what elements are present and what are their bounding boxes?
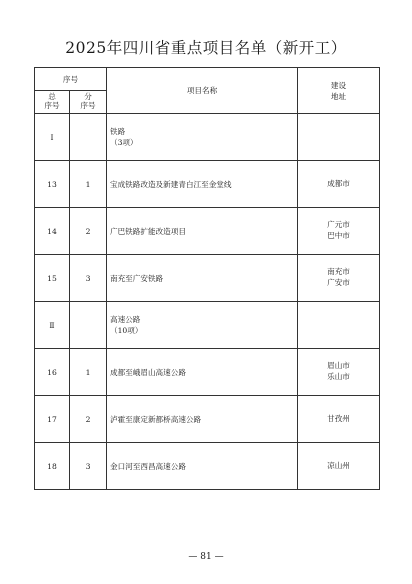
project-name-cell bbox=[107, 302, 298, 349]
header-address-line1: 建设 bbox=[330, 80, 347, 90]
address-line: 南充市 bbox=[327, 267, 350, 277]
project-name-cell: 金口河至西昌高速公路 bbox=[107, 443, 298, 490]
sub-seq-cell bbox=[70, 302, 107, 349]
header-address-line2: 地址 bbox=[330, 91, 347, 101]
header-sub-seq bbox=[70, 91, 107, 114]
table-row bbox=[35, 443, 380, 490]
address-cell bbox=[298, 302, 380, 349]
total-seq-cell: Ⅱ bbox=[35, 302, 70, 349]
total-seq-cell: 15 bbox=[35, 255, 70, 302]
table-row bbox=[35, 349, 380, 396]
address-cell bbox=[298, 443, 380, 490]
table-row bbox=[35, 302, 380, 349]
sub-seq-cell: 3 bbox=[70, 443, 107, 490]
header-total-seq bbox=[35, 91, 70, 114]
total-seq-cell: 17 bbox=[35, 396, 70, 443]
address-cell bbox=[298, 396, 380, 443]
address-line: 广元市 bbox=[327, 220, 350, 230]
sub-seq-cell: 1 bbox=[70, 349, 107, 396]
header-total-line2: 序号 bbox=[44, 101, 60, 110]
project-name-cell: 南充至广安铁路 bbox=[107, 255, 298, 302]
total-seq-cell: 13 bbox=[35, 161, 70, 208]
header-seq: 序号 bbox=[35, 68, 107, 91]
table-row bbox=[35, 161, 380, 208]
sub-seq-cell: 2 bbox=[70, 396, 107, 443]
address-line: 凉山州 bbox=[327, 460, 350, 470]
address-cell bbox=[298, 208, 380, 255]
total-seq-cell: 16 bbox=[35, 349, 70, 396]
sub-seq-cell: 2 bbox=[70, 208, 107, 255]
address-line: 乐山市 bbox=[327, 372, 350, 381]
address-cell bbox=[298, 255, 380, 302]
total-seq-cell: 18 bbox=[35, 443, 70, 490]
project-name-cell: 成都至峨眉山高速公路 bbox=[107, 349, 298, 396]
page-number: — 81 — bbox=[188, 552, 224, 562]
project-table bbox=[34, 67, 380, 490]
table-row bbox=[35, 396, 380, 443]
total-seq-cell: Ⅰ bbox=[35, 114, 70, 161]
header-sub-line2: 序号 bbox=[80, 101, 96, 110]
address-line: 成都市 bbox=[327, 178, 350, 188]
category-name: 铁路 bbox=[110, 127, 126, 136]
address-cell bbox=[298, 114, 380, 161]
sub-seq-cell bbox=[70, 114, 107, 161]
total-seq-cell: 14 bbox=[35, 208, 70, 255]
project-name-cell: 广巴铁路扩能改造项目 bbox=[107, 208, 298, 255]
header-sub-line1: 分 bbox=[84, 92, 92, 102]
category-count: （3项） bbox=[110, 138, 138, 147]
address-line: 广安市 bbox=[327, 278, 350, 287]
address-line: 甘孜州 bbox=[327, 413, 350, 423]
sub-seq-cell: 1 bbox=[70, 161, 107, 208]
category-name: 高速公路 bbox=[110, 315, 141, 324]
table-header-row bbox=[35, 68, 380, 91]
table-row bbox=[35, 208, 380, 255]
table-row bbox=[35, 114, 380, 161]
sub-seq-cell: 3 bbox=[70, 255, 107, 302]
page-title: 2025年四川省重点项目名单（新开工） bbox=[65, 39, 347, 57]
project-name-cell bbox=[107, 114, 298, 161]
header-address bbox=[298, 68, 380, 114]
address-cell bbox=[298, 349, 380, 396]
category-count: （10项） bbox=[110, 326, 143, 335]
project-name-cell: 泸霍至康定新都桥高速公路 bbox=[107, 396, 298, 443]
address-line: 眉山市 bbox=[327, 361, 350, 371]
project-name-cell: 宝成铁路改造及新建青白江至金堂线 bbox=[107, 161, 298, 208]
address-cell bbox=[298, 161, 380, 208]
header-project-name: 项目名称 bbox=[107, 68, 298, 114]
header-total-line1: 总 bbox=[48, 92, 56, 102]
address-line: 巴中市 bbox=[327, 231, 350, 240]
table-row bbox=[35, 255, 380, 302]
